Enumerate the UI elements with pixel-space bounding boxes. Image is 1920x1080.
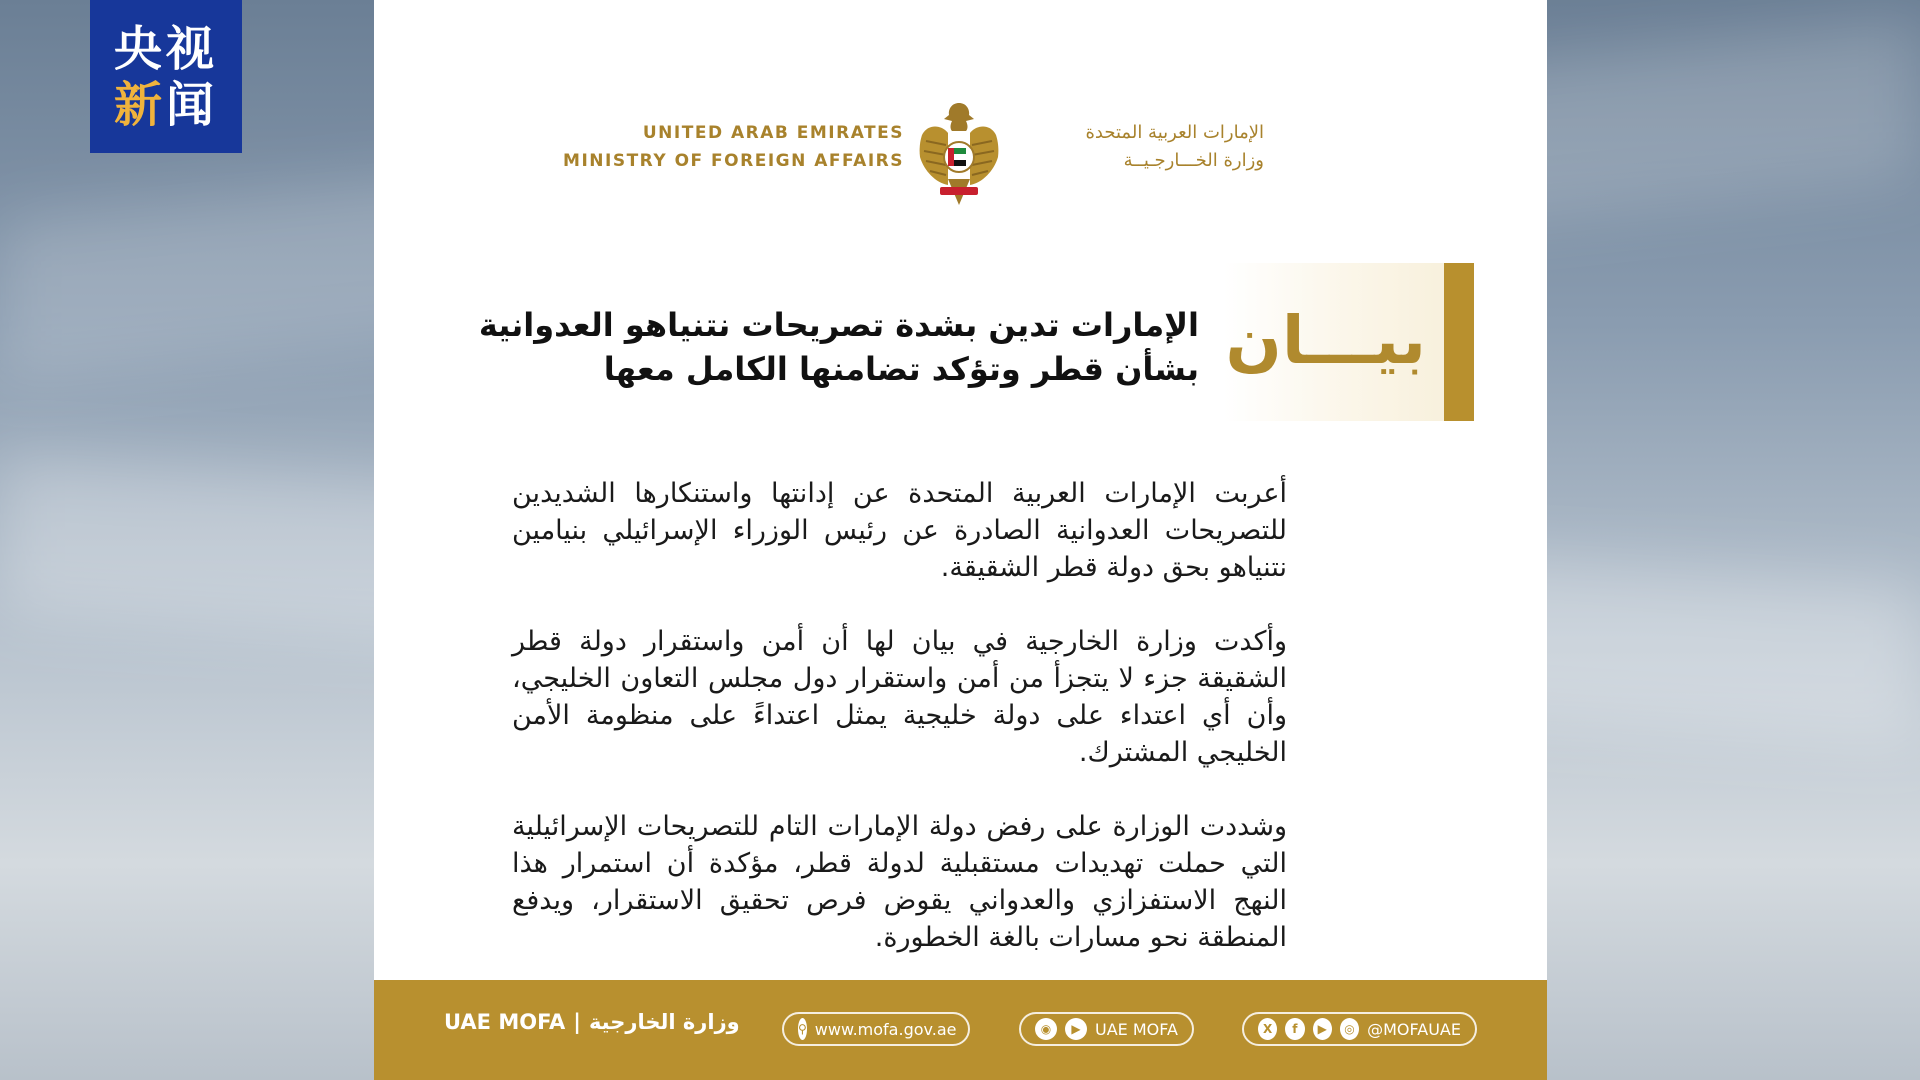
website-url: www.mofa.gov.ae [814,1019,957,1039]
gold-accent-bar [1444,263,1474,421]
statement-label-box [1224,263,1474,421]
ministry-title-en: MINISTRY OF FOREIGN AFFAIRS [563,151,904,171]
statement-label: بيـــان [1225,302,1426,379]
social-links[interactable] [1242,1012,1477,1046]
cctv-news-logo [90,0,242,153]
search-icon: ⚲ [798,1018,807,1040]
headline-line-2: بشأن قطر وتؤكد تضامنها الكامل معها [603,350,1199,388]
paragraph-2: وأكدت وزارة الخارجية في بيان لها أن أمن واستقرار دولة قطر الشقيقة جزء لا يتجزأ من أمن واستقرار دول مجلس التعاون الخليجي، وأن أي اعتداء على دولة خليجية يمثل اعتداءً على منظومة الأمن الخليجي المشترك. [512,626,1287,768]
paragraph-3: وشددت الوزارة على رفض دولة الإمارات التام للتصريحات الإسرائيلية التي حملت تهديدات مستقبلية لدولة قطر، مؤكدة أن استمرار هذا النهج الاستفزازي والعدواني يقوض فرص تحقيق الاستقرار، ويدفع المنطقة نحو مسارات بالغة الخطورة. [512,811,1287,953]
footer-brand [444,1010,740,1034]
statement-body [512,475,1287,993]
youtube-icon[interactable]: ▶ [1313,1018,1332,1040]
logo-line-1: 央视 [113,20,218,77]
country-name-en: UNITED ARAB EMIRATES [642,123,904,143]
website-link[interactable] [782,1012,970,1046]
country-name-ar: الإمارات العربية المتحدة [1085,122,1264,143]
ministry-header [374,95,1547,215]
x-icon[interactable]: X [1258,1018,1277,1040]
ministry-title-ar: وزارة الخـــارجـيــة [1123,150,1264,171]
paragraph-1: أعربت الإمارات العربية المتحدة عن إدانتها واستنكارها الشديدين للتصريحات العدوانية الصادرة عن رئيس الوزراء الإسرائيلي بنيامين نتنياهو بحق دولة قطر الشقيقة. [512,478,1287,583]
youtube-link[interactable] [1019,1012,1194,1046]
camera-icon: ◉ [1035,1018,1057,1040]
logo-line-2 [114,77,218,133]
uae-eagle-emblem-icon [914,95,1004,210]
headline-line-1: الإمارات تدين بشدة تصريحات نتنياهو العدوانية [478,306,1199,344]
brand-en: UAE MOFA [444,1010,566,1034]
play-icon: ▶ [1065,1018,1087,1040]
footer-bar [374,980,1547,1080]
statement-card [374,0,1547,1080]
youtube-label: UAE MOFA [1095,1019,1178,1039]
social-handle: @MOFAUAE [1367,1019,1461,1039]
logo-char: 闻 [166,76,219,133]
brand-separator: | [573,1010,581,1034]
brand-ar: وزارة الخارجية [588,1010,740,1034]
ministry-name-arabic [1024,119,1264,175]
instagram-icon[interactable]: ◎ [1340,1018,1359,1040]
headline [474,303,1199,391]
logo-char-highlight: 新 [113,76,166,133]
ministry-name-english [563,119,904,175]
facebook-icon[interactable]: f [1285,1018,1304,1040]
